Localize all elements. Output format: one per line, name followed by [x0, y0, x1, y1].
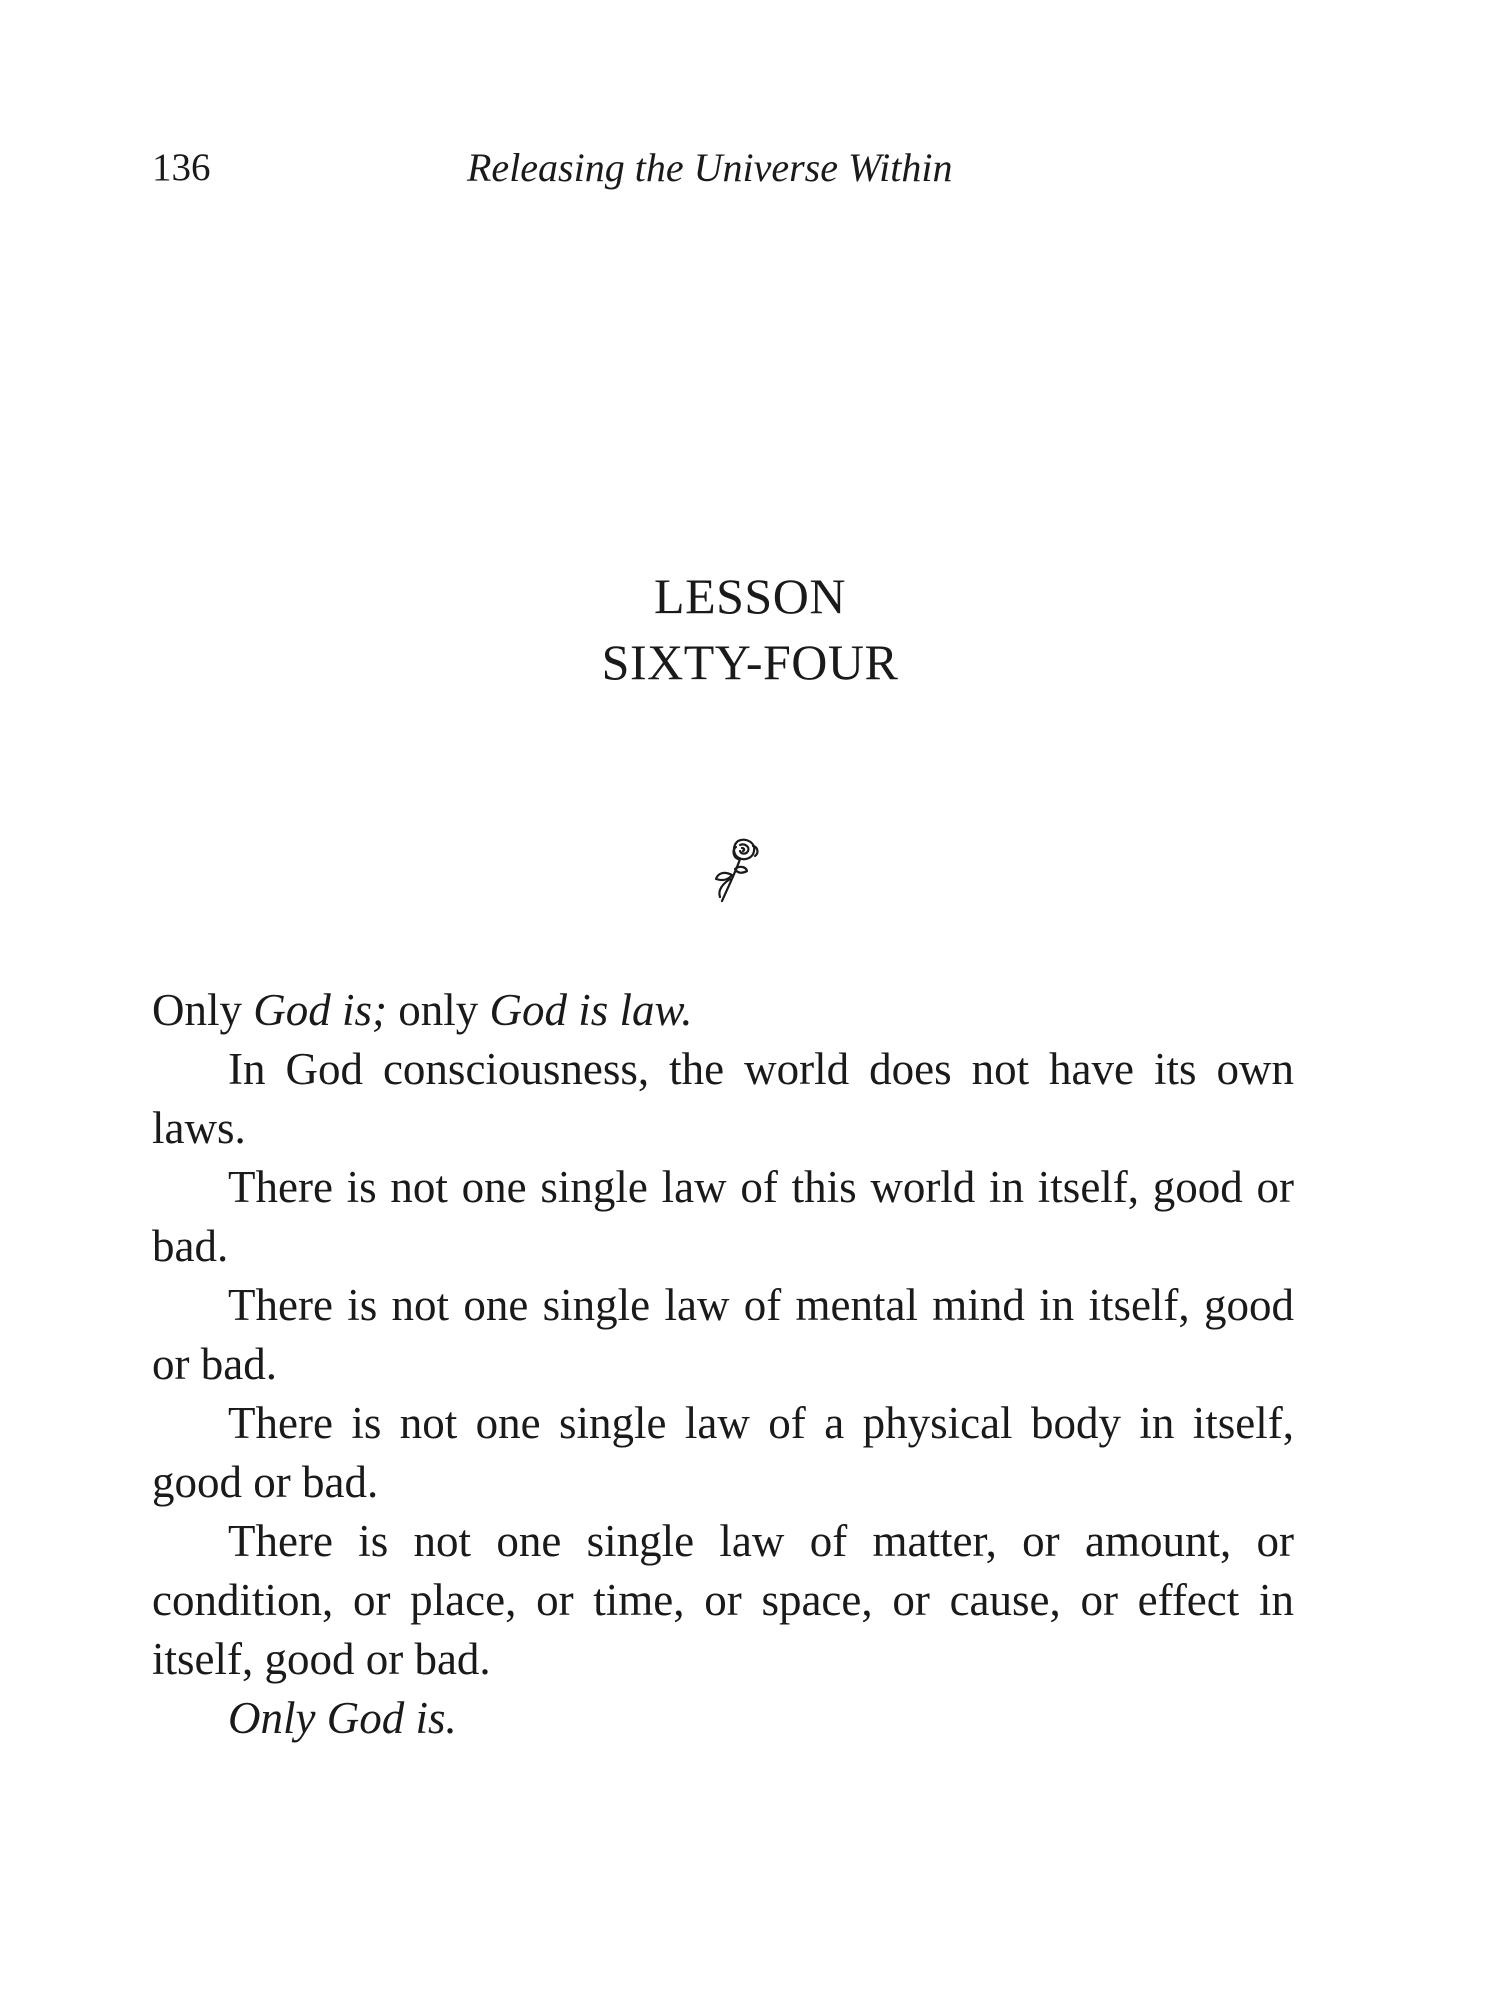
chapter-number: SIXTY-FOUR	[601, 634, 899, 690]
emphasis-run: God is;	[253, 985, 387, 1035]
paragraph: There is not one single law of a physical body in itself, good or bad.	[152, 1398, 1294, 1507]
emphasis-run: God is law.	[489, 985, 693, 1035]
paragraph: There is not one single law of mental mind in itself, good or bad.	[152, 1280, 1294, 1389]
rose-flower-icon	[710, 835, 766, 905]
page-number: 136	[152, 146, 211, 189]
paragraph-opening	[152, 981, 1294, 1040]
paragraph: There is not one single law of this world in itself, good or bad.	[152, 1162, 1294, 1271]
chapter-heading	[0, 563, 1500, 695]
lesson-text	[152, 981, 1294, 1748]
paragraph: In God consciousness, the world does not have its own laws.	[152, 1044, 1294, 1153]
text-run: only	[387, 985, 490, 1035]
running-head	[152, 138, 1300, 198]
paragraph: There is not one single law of matter, or amount, or condition, or place, or time, or space, or cause, or effect in itself, good or bad.	[152, 1516, 1294, 1684]
book-title: Releasing the Universe Within	[467, 145, 953, 190]
paragraph-closing: Only God is.	[228, 1693, 457, 1743]
chapter-label: LESSON	[654, 568, 846, 624]
text-run: Only	[152, 985, 254, 1035]
